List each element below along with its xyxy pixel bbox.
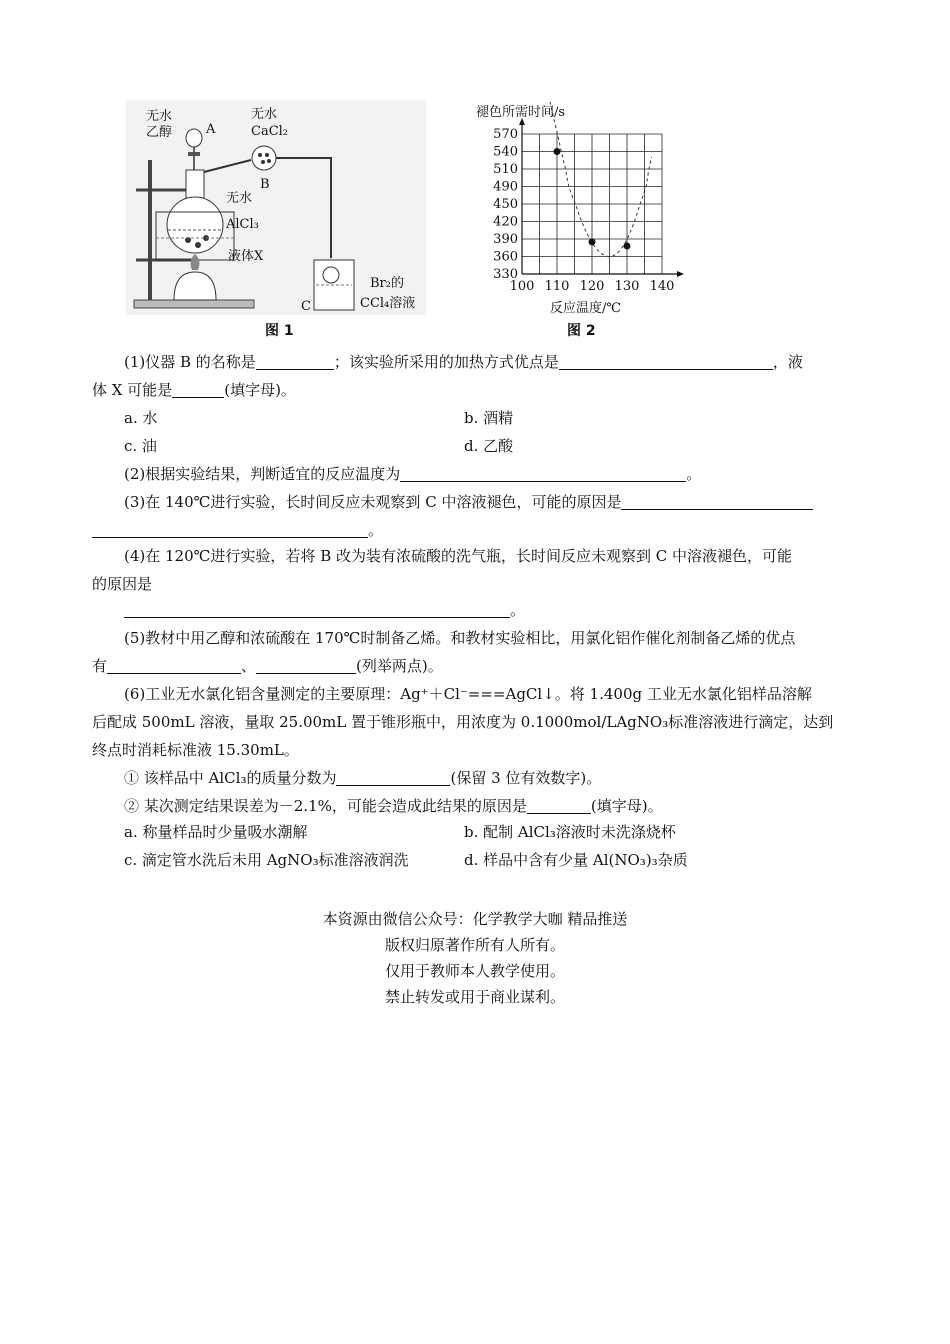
q6-line3: 终点时消耗标准液 15.30mL。: [92, 741, 299, 759]
blank[interactable]: [400, 463, 686, 482]
q1-option-d: d. 乙酸: [464, 437, 514, 455]
chart-y-tick: 510: [493, 162, 518, 177]
q6-line2: 后配成 500mL 溶液，量取 25.00mL 置于锥形瓶中，用浓度为 0.1000mol/LAgNO₃标准溶液进行滴定，达到: [92, 713, 834, 731]
chart-x-tick: 140: [649, 279, 675, 294]
blank[interactable]: [92, 519, 368, 538]
chart-xlabel: 反应温度/℃: [550, 301, 621, 316]
blank[interactable]: [124, 599, 510, 618]
q4-line3: 。: [92, 596, 894, 624]
chart-ylabel: 褪色所需时间/s: [476, 105, 566, 120]
round-bottom-flask: [167, 197, 223, 253]
chart-y-tick: 490: [493, 179, 518, 195]
q6-line1: (6)工业无水氯化铝含量测定的主要原理：Ag⁺＋Cl⁻===AgCl↓。将 1.400g 工业无水氯化铝样品溶解: [124, 685, 812, 703]
chart-y-tick: 540: [493, 144, 518, 160]
q6-option-a: a. 称量样品时少量吸水潮解: [124, 823, 308, 841]
blank[interactable]: [559, 351, 773, 370]
footer-line3: 仅用于教师本人教学使用。: [384, 962, 565, 980]
svg-text:Br₂的: Br₂的: [370, 276, 404, 291]
q3-line1: (3)在 140℃进行实验，长时间反应未观察到 C 中溶液褪色，可能的原因是: [92, 488, 894, 516]
q3-line2: 。: [92, 516, 862, 544]
chart-x-tick: 130: [614, 279, 640, 294]
blank[interactable]: [256, 655, 356, 674]
apparatus-diagram: [126, 100, 426, 320]
blank[interactable]: [621, 491, 813, 510]
q5-line1: (5)教材中用乙醇和浓硫酸在 170℃时制备乙烯。和教材实验相比，用氯化铝作催化剂制备乙烯的优点: [124, 629, 796, 647]
blank[interactable]: [107, 655, 241, 674]
q6-option-d: d. 样品中含有少量 Al(NO₃)₃杂质: [464, 851, 688, 869]
funnel-a: [186, 129, 202, 147]
q6-sub1: ① 该样品中 AlCl₃的质量分数为 (保留 3 位有效数字)。: [124, 769, 602, 787]
svg-text:CaCl₂: CaCl₂: [251, 124, 289, 139]
q1-option-a: a. 水: [124, 409, 158, 427]
svg-text:无水: 无水: [251, 107, 278, 122]
chart-point: [624, 243, 631, 250]
q6-sub2: ② 某次测定结果误差为－2.1%，可能会造成此结果的原因是 (填字母)。: [124, 797, 663, 815]
q1-line2: 体 X 可能是 (填字母)。: [92, 381, 296, 399]
svg-text:AlCl₃: AlCl₃: [226, 217, 259, 232]
chart-curve: [550, 102, 652, 257]
chart-point: [554, 148, 561, 155]
q1-option-b: b. 酒精: [464, 409, 514, 427]
q6-option-c: c. 滴定管水洗后未用 AgNO₃标准溶液润洗: [124, 851, 409, 869]
chart-y-tick: 570: [493, 127, 518, 142]
q1-option-c: c. 油: [124, 437, 157, 455]
svg-text:乙醇: 乙醇: [146, 125, 173, 140]
chart-x-tick: 120: [579, 279, 605, 294]
svg-text:C: C: [301, 299, 311, 314]
blank[interactable]: [256, 351, 334, 370]
chart-x-tick: 110: [544, 279, 570, 294]
blank[interactable]: [527, 795, 591, 814]
figure2-caption: 图 2: [567, 323, 596, 339]
chart-point: [589, 238, 596, 245]
chart-y-tick: 360: [493, 249, 518, 265]
temperature-chart: [470, 100, 690, 322]
chart-x-tick: 100: [509, 279, 535, 294]
q1-line1: (1)仪器 B 的名称是 ；该实验所采用的加热方式优点是 ，液: [124, 353, 803, 371]
blank[interactable]: [336, 767, 450, 786]
svg-text:B: B: [260, 177, 270, 192]
q4-line2: 的原因是: [92, 575, 153, 593]
svg-text:液体X: 液体X: [228, 249, 264, 264]
chart-x-arrow: [677, 271, 684, 277]
footer-line4: 禁止转发或用于商业谋利。: [384, 988, 565, 1006]
chart-y-tick: 390: [493, 232, 518, 247]
svg-text:A: A: [206, 122, 216, 137]
blank[interactable]: [172, 379, 224, 398]
chart-y-tick: 450: [493, 197, 518, 212]
q2-line: (2)根据实验结果，判断适宜的反应温度为 。: [124, 465, 702, 483]
q5-line2: 有 、 (列举两点)。: [92, 657, 443, 675]
figure1-caption: 图 1: [265, 323, 294, 339]
stand-base: [134, 300, 254, 308]
footer-line1: 本资源由微信公众号：化学教学大咖 精品推送: [322, 910, 628, 928]
footer-line2: 版权归原著作所有人所有。: [384, 936, 565, 954]
svg-text:CCl₄溶液: CCl₄溶液: [360, 296, 416, 311]
svg-text:无水: 无水: [226, 191, 253, 206]
chart-y-tick: 330: [493, 267, 518, 282]
q6-option-b: b. 配制 AlCl₃溶液时未洗涤烧杯: [464, 823, 676, 841]
q4-line1: (4)在 120℃进行实验，若将 B 改为装有浓硫酸的洗气瓶，长时间反应未观察到 C 中溶液褪色，可能: [124, 547, 793, 565]
svg-text:无水: 无水: [146, 109, 173, 124]
drying-tube-b: [252, 146, 276, 170]
chart-y-tick: 420: [493, 214, 518, 230]
